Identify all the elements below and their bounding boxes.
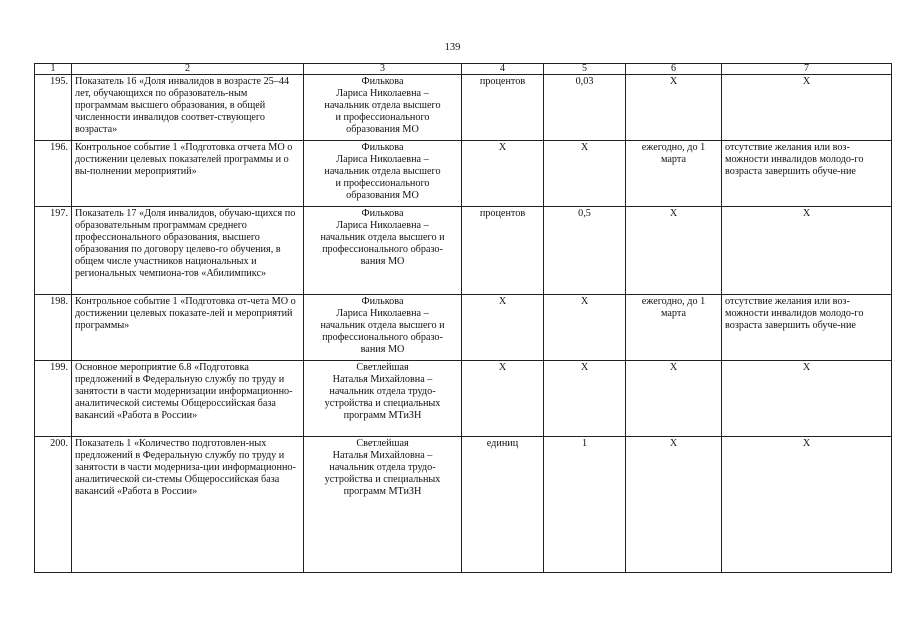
- responsible-line: Филькова: [361, 208, 404, 219]
- responsible-line: Лариса Николаевна –: [336, 88, 429, 99]
- responsible-line: начальник отдела трудо-: [329, 462, 436, 473]
- row-deadline: Х: [626, 437, 722, 573]
- row-name: Показатель 17 «Доля инвалидов, обучаю-щихся по образовательным программам среднего профессионального образования, высшего образования по договору целево-го обучения, в общем числе участников национальных и региональных чемпиона-тов «Абилимпикс»: [72, 207, 304, 295]
- row-number: 195.: [35, 75, 72, 141]
- column-header: 1: [35, 64, 72, 75]
- row-value: Х: [544, 361, 626, 437]
- row-deadline: ежегодно, до 1 марта: [626, 295, 722, 361]
- page-number: 139: [444, 42, 461, 53]
- header-row: [35, 64, 892, 75]
- row-name: Контрольное событие 1 «Подготовка от-чета МО о достижении целевых показате-лей и мероприятий программы»: [72, 295, 304, 361]
- row-deadline: ежегодно, до 1 марта: [626, 141, 722, 207]
- row-responsible: [304, 141, 462, 207]
- responsible-line: и профессионального: [335, 178, 430, 189]
- table-row: [35, 141, 892, 207]
- responsible-line: программ МТиЗН: [343, 486, 422, 497]
- row-number: 198.: [35, 295, 72, 361]
- table-row: [35, 437, 892, 573]
- responsible-line: и профессионального: [335, 112, 430, 123]
- responsible-line: Светлейшая: [356, 438, 409, 449]
- responsible-line: профессионального образо-: [322, 244, 443, 255]
- table-row: [35, 295, 892, 361]
- row-deadline: Х: [626, 75, 722, 141]
- column-header: 7: [722, 64, 892, 75]
- responsible-line: Наталья Михайловна –: [332, 374, 433, 385]
- column-header: 2: [72, 64, 304, 75]
- row-responsible: [304, 75, 462, 141]
- row-number: 200.: [35, 437, 72, 573]
- row-value: 1: [544, 437, 626, 573]
- responsible-line: устройства и специальных: [324, 474, 441, 485]
- responsible-line: Филькова: [361, 76, 404, 87]
- row-unit: Х: [462, 361, 544, 437]
- responsible-line: начальник отдела трудо-: [329, 386, 436, 397]
- row-responsible: [304, 295, 462, 361]
- row-note: Х: [722, 361, 892, 437]
- column-header: 6: [626, 64, 722, 75]
- row-number: 196.: [35, 141, 72, 207]
- column-header: 4: [462, 64, 544, 75]
- responsible-line: профессионального образо-: [322, 332, 443, 343]
- row-responsible: [304, 361, 462, 437]
- row-note: Х: [722, 437, 892, 573]
- column-header: 3: [304, 64, 462, 75]
- row-name: Показатель 1 «Количество подготовлен-ных предложений в Федеральную службу по труду и занятости в части модерниза-ции информационно-аналитической си-стемы Общероссийская база вакансий «Работа в России»: [72, 437, 304, 573]
- responsible-line: вания МО: [360, 256, 405, 267]
- column-header: 5: [544, 64, 626, 75]
- row-value: 0,5: [544, 207, 626, 295]
- row-unit: Х: [462, 295, 544, 361]
- row-deadline: Х: [626, 207, 722, 295]
- row-note: Х: [722, 75, 892, 141]
- row-value: Х: [544, 141, 626, 207]
- row-unit: процентов: [462, 207, 544, 295]
- row-name: Основное мероприятие 6.8 «Подготовка предложений в Федеральную службу по труду и занятости в части модернизации информационно-аналитической системы Общероссийская база вакансий «Работа в России»: [72, 361, 304, 437]
- responsible-line: образования МО: [346, 190, 419, 201]
- row-name: Показатель 16 «Доля инвалидов в возрасте 25–44 лет, обучающихся по образователь-ным программам высшего образования, в общей численности инвалидов соответ-ствующего возраста»: [72, 75, 304, 141]
- responsible-line: начальник отдела высшего: [324, 166, 441, 177]
- row-number: 199.: [35, 361, 72, 437]
- row-unit: Х: [462, 141, 544, 207]
- responsible-line: начальник отдела высшего и: [320, 232, 445, 243]
- row-number: 197.: [35, 207, 72, 295]
- row-note: отсутствие желания или воз-можности инвалидов молодо-го возраста завершить обуче-ние: [722, 295, 892, 361]
- row-note: отсутствие желания или воз-можности инвалидов молодо-го возраста завершить обуче-ние: [722, 141, 892, 207]
- responsible-line: Светлейшая: [356, 362, 409, 373]
- row-deadline: Х: [626, 361, 722, 437]
- responsible-line: устройства и специальных: [324, 398, 441, 409]
- responsible-line: Филькова: [361, 142, 404, 153]
- responsible-line: начальник отдела высшего и: [320, 320, 445, 331]
- responsible-line: вания МО: [360, 344, 405, 355]
- responsible-line: программ МТиЗН: [343, 410, 422, 421]
- responsible-line: образования МО: [346, 124, 419, 135]
- table-row: [35, 207, 892, 295]
- responsible-line: Наталья Михайловна –: [332, 450, 433, 461]
- row-note: Х: [722, 207, 892, 295]
- responsible-line: Лариса Николаевна –: [336, 154, 429, 165]
- responsible-line: Лариса Николаевна –: [336, 220, 429, 231]
- row-value: Х: [544, 295, 626, 361]
- responsible-line: Лариса Николаевна –: [336, 308, 429, 319]
- table-row: [35, 75, 892, 141]
- row-name: Контрольное событие 1 «Подготовка отчета МО о достижении целевых показателей программы и о вы-полнении мероприятий»: [72, 141, 304, 207]
- row-responsible: [304, 437, 462, 573]
- row-unit: процентов: [462, 75, 544, 141]
- row-value: 0,03: [544, 75, 626, 141]
- row-responsible: [304, 207, 462, 295]
- program-table: [34, 63, 892, 573]
- row-unit: единиц: [462, 437, 544, 573]
- responsible-line: начальник отдела высшего: [324, 100, 441, 111]
- responsible-line: Филькова: [361, 296, 404, 307]
- table-row: [35, 361, 892, 437]
